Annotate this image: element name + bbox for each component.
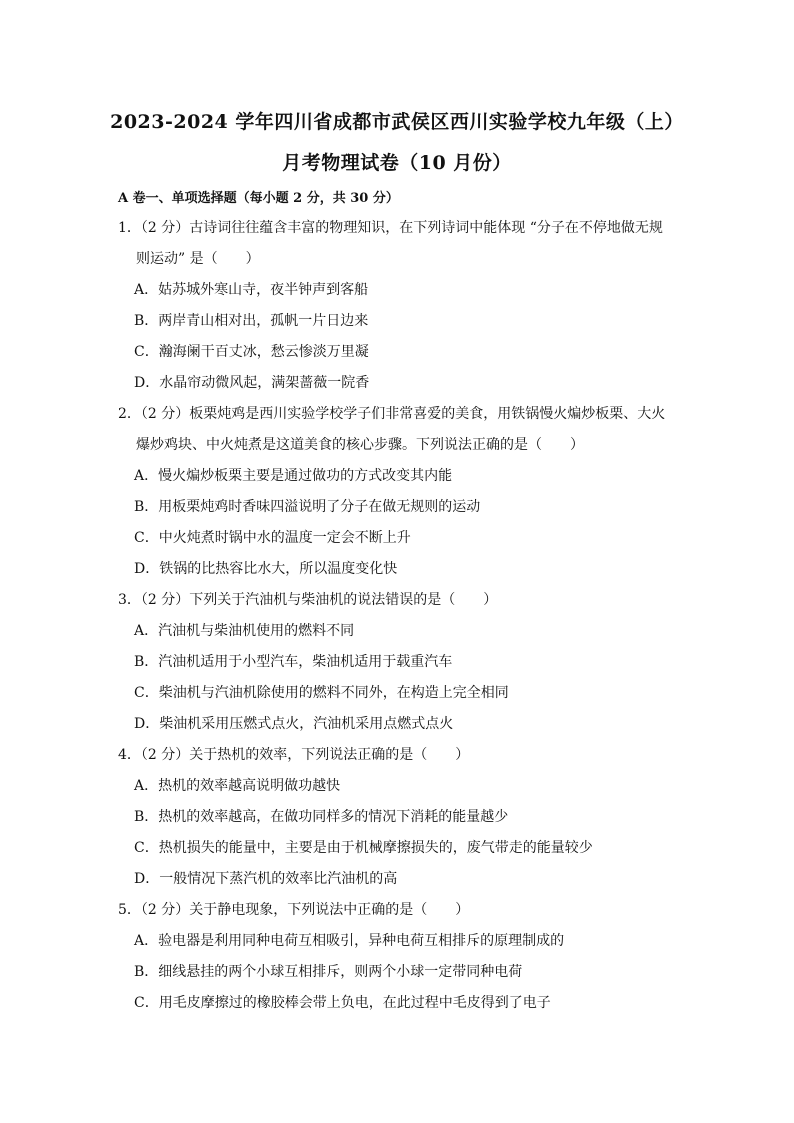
question-stem-line: 4．（2 分）关于热机的效率，下列说法正确的是（ ） — [118, 747, 470, 763]
option-c: C．热机损失的能量中，主要是由于机械摩擦损失的，废气带走的能量较少 — [134, 840, 593, 856]
option-c: C．中火炖煮时锅中水的温度一定会不断上升 — [134, 530, 411, 546]
question-stem-line: 5．（2 分）关于静电现象，下列说法中正确的是（ ） — [118, 902, 470, 918]
question-stem-line: 1．（2 分）古诗词往往蕴含丰富的物理知识，在下列诗词中能体现 “分子在不停地做无规 — [118, 220, 663, 236]
question-stem — [118, 399, 688, 461]
question-stem-line: 3．（2 分）下列关于汽油机与柴油机的说法错误的是（ ） — [118, 592, 498, 608]
option-c: C．瀚海阑干百丈冰，愁云惨淡万里凝 — [134, 344, 369, 360]
option-a: A．慢火煸炒板栗主要是通过做功的方式改变其内能 — [134, 468, 453, 484]
question-stem — [118, 895, 688, 926]
option-a: A．姑苏城外寒山寺，夜半钟声到客船 — [134, 282, 369, 298]
question-list — [118, 213, 688, 1019]
question-4 — [118, 740, 688, 895]
option-b: B．细线悬挂的两个小球互相排斥，则两个小球一定带同种电荷 — [134, 964, 523, 980]
option-b: B．两岸青山相对出，孤帆一片日边来 — [134, 313, 369, 329]
exam-title-line-2: 月考物理试卷（10 月份） — [282, 152, 512, 174]
option-d: D．水晶帘动微风起，满架蔷薇一院香 — [134, 375, 370, 391]
question-stem-line: 2．（2 分）板栗炖鸡是西川实验学校学子们非常喜爱的美食，用铁锅慢火煸炒板栗、大火 — [118, 406, 666, 422]
question-stem — [118, 213, 688, 275]
option-c: C．用毛皮摩擦过的橡胶棒会带上负电，在此过程中毛皮得到了电子 — [134, 995, 551, 1011]
option-b: B．热机的效率越高，在做功同样多的情况下消耗的能量越少 — [134, 809, 509, 825]
question-3 — [118, 585, 688, 740]
option-b: B．用板栗炖鸡时香味四溢说明了分子在做无规则的运动 — [134, 499, 481, 515]
option-b: B．汽油机适用于小型汽车，柴油机适用于载重汽车 — [134, 654, 453, 670]
option-c: C．柴油机与汽油机除使用的燃料不同外，在构造上完全相同 — [134, 685, 509, 701]
question-stem-line: 则运动” 是（ ） — [136, 251, 260, 267]
option-d: D．铁锅的比热容比水大，所以温度变化快 — [134, 561, 398, 577]
exam-title-line-1: 2023-2024 学年四川省成都市武侯区西川实验学校九年级（上） — [110, 111, 684, 133]
option-d: D．柴油机采用压燃式点火，汽油机采用点燃式点火 — [134, 716, 454, 732]
section-heading: A 卷一、单项选择题（每小题 2 分，共 30 分） — [118, 191, 399, 206]
option-a: A．汽油机与柴油机使用的燃料不同 — [134, 623, 355, 639]
question-2 — [118, 399, 688, 585]
option-a: A．验电器是利用同种电荷互相吸引，异种电荷互相排斥的原理制成的 — [134, 933, 565, 949]
option-d: D．一般情况下蒸汽机的效率比汽油机的高 — [134, 871, 398, 887]
option-a: A．热机的效率越高说明做功越快 — [134, 778, 341, 794]
question-stem — [118, 585, 688, 616]
question-stem-line: 爆炒鸡块、中火炖煮是这道美食的核心步骤。下列说法正确的是（ ） — [136, 437, 584, 453]
question-1 — [118, 213, 688, 399]
question-stem — [118, 740, 688, 771]
question-5 — [118, 895, 688, 1019]
